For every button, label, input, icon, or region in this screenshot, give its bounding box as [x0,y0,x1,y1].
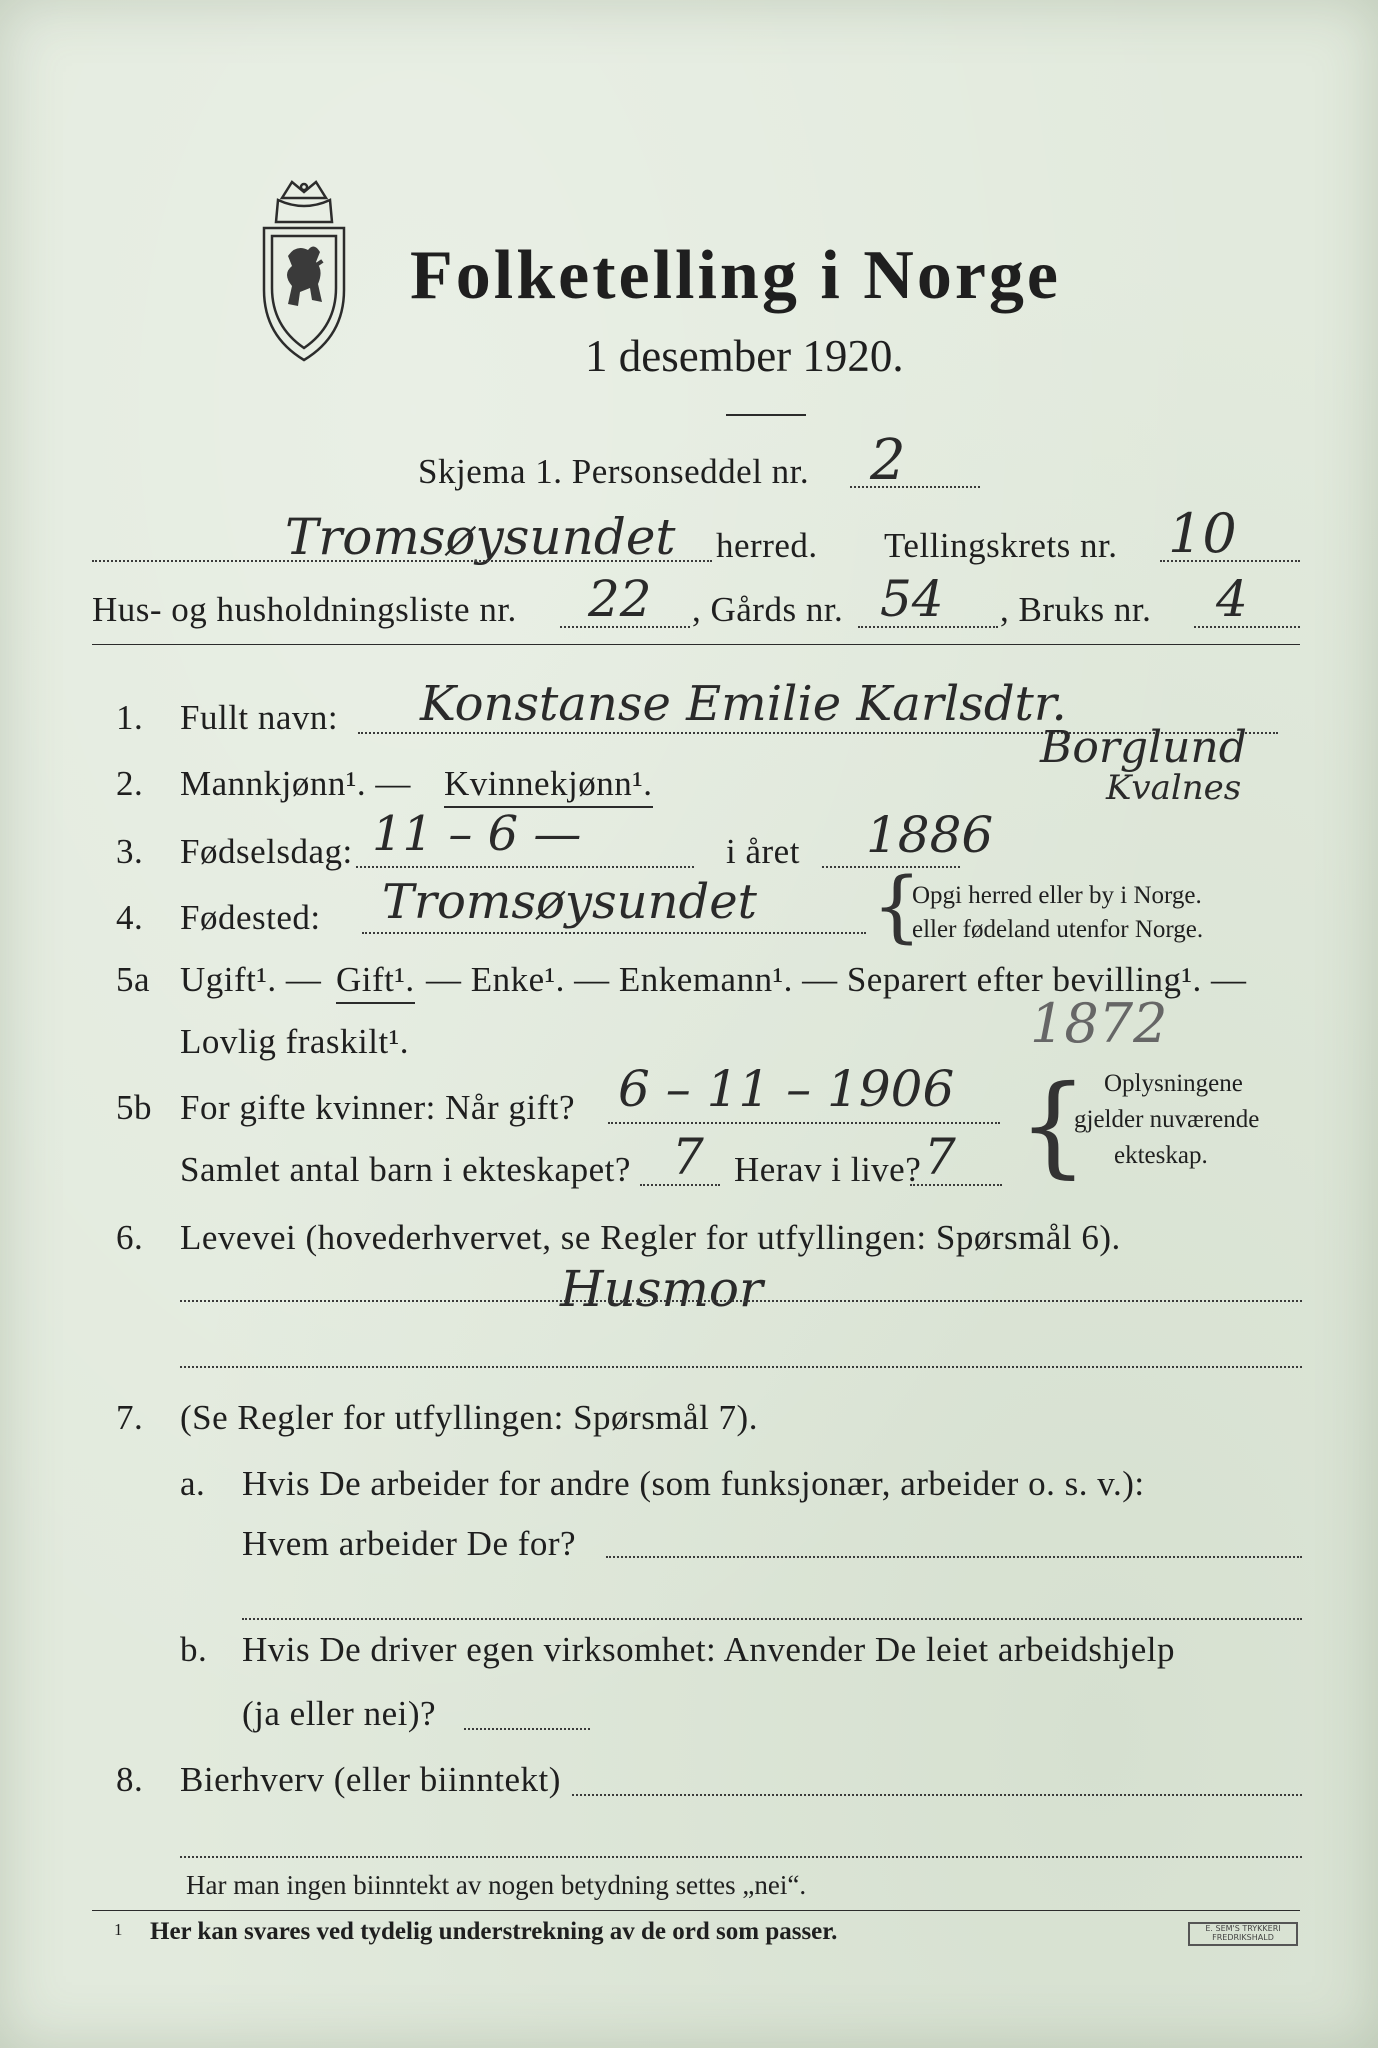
q2-number: 2. [116,764,144,803]
q4-number: 4. [116,898,144,937]
bruks-value: 4 [1216,570,1248,628]
schema-field-line [850,486,980,488]
full-name-extra-1: Borglund [1040,722,1247,773]
herred-value: Tromsøysundet [285,508,676,566]
marriage-note-1: Oplysningene [1104,1070,1243,1097]
q7-label: (Se Regler for utfyllingen: Spørsmål 7). [180,1398,758,1437]
q5b-number: 5b [116,1088,152,1127]
header-separator [92,644,1300,645]
married-date-field-line [608,1122,1000,1124]
form-title: Folketelling i Norge [410,237,1062,314]
q8-number: 8. [116,1760,144,1799]
employer-field-line-1 [606,1556,1302,1558]
bruks-label: , Bruks nr. [1000,590,1152,629]
birthplace-note-1: Opgi herred eller by i Norge. [912,882,1202,909]
household-liste-value: 22 [588,570,652,628]
hired-help-field-line [464,1728,590,1730]
q6-number: 6. [116,1218,144,1257]
footer-separator [92,1910,1300,1911]
birthdate-value: 11 – 6 — [372,806,582,862]
q8-label: Bierhverv (eller biinntekt) [180,1760,561,1799]
coat-of-arms-icon [252,178,356,364]
alive-label: Herav i live? [734,1150,922,1189]
title-divider [726,414,806,416]
q3-year-label: i året [726,832,800,871]
full-name-value: Konstanse Emilie Karlsdtr. [420,676,1067,732]
q7-number: 7. [116,1398,144,1437]
q3-label: Fødselsdag: [180,832,353,871]
birthplace-note-2: eller fødeland utenfor Norge. [912,916,1204,943]
q5b-label: For gifte kvinner: Når gift? [180,1088,576,1127]
birthplace-note-brace: { [872,862,922,952]
birthdate-field-line [356,866,694,868]
children-label: Samlet antal barn i ekteskapet? [180,1150,631,1189]
q1-number: 1. [116,698,144,737]
q6-label: Levevei (hovederhvervet, se Regler for utfyllingen: Spørsmål 6). [180,1218,1121,1257]
q4-label: Fødested: [180,898,321,937]
footnote-number: 1 [114,1920,123,1939]
tellingskrets-label: Tellingskrets nr. [884,526,1118,565]
q7a-line-1: Hvis De arbeider for andre (som funksjonær, arbeider o. s. v.): [242,1464,1145,1503]
q5a-line2: Lovlig fraskilt¹. [180,1022,409,1061]
footnote-text: Her kan svares ved tydelig understrekning av de ord som passer. [150,1918,838,1945]
side-income-field-line-2 [180,1856,1302,1858]
footer-note: Har man ingen biinntekt av nogen betydning settes „nei“. [186,1870,807,1900]
form-date: 1 desember 1920. [585,331,904,381]
gards-field-line [858,626,998,628]
alive-field-line [910,1184,1002,1186]
q7b-line-1: Hvis De driver egen virksomhet: Anvender De leiet arbeidshjelp [242,1630,1175,1669]
occupation-field-line-2 [180,1366,1302,1368]
q7a-number: a. [180,1464,206,1503]
schema-label: Skjema 1. Personseddel nr. [418,452,810,491]
tellingskrets-field-line [1160,560,1300,562]
q2-female-label: Kvinnekjønn¹. [444,764,653,808]
occupation-value: Husmor [560,1260,763,1318]
side-income-field-line-1 [572,1794,1302,1796]
herred-label: herred. [716,526,818,565]
birthplace-value: Tromsøysundet [382,874,757,930]
q7b-number: b. [180,1630,208,1669]
schema-value: 2 [870,428,906,493]
tellingskrets-value: 10 [1168,502,1237,565]
q5a-rest-label: — Enke¹. — Enkemann¹. — Separert efter bevilling¹. — [426,960,1247,999]
household-liste-field-line [560,626,690,628]
employer-field-line-2 [242,1618,1302,1620]
q1-label: Fullt navn: [180,698,339,737]
birth-year-value: 1886 [866,806,994,864]
q2-male-label: Mannkjønn¹. — [180,764,411,803]
herred-field-line [92,560,712,562]
occupation-field-line-1 [180,1300,1302,1302]
full-name-extra-2: Kvalnes [1106,768,1242,808]
printer-stamp: E. SEM'S TRYKKERI FREDRIKSHALD [1188,1922,1298,1946]
q5a-number: 5a [116,960,151,999]
q3-number: 3. [116,832,144,871]
children-value: 7 [672,1128,704,1186]
alive-value: 7 [924,1128,956,1186]
marriage-note-3: ekteskap. [1114,1142,1208,1169]
gards-value: 54 [880,570,944,628]
q5a-gift-label: Gift¹. [336,960,415,1004]
q5a-margin-note: 1872 [1030,992,1168,1055]
marriage-note-2: gjelder nuværende [1074,1106,1260,1133]
married-date-value: 6 – 11 – 1906 [618,1060,955,1118]
q7b-line-2: (ja eller nei)? [242,1694,437,1733]
marriage-note-brace: { [1018,1061,1088,1189]
birthplace-field-line [362,932,866,934]
gards-label: , Gårds nr. [692,590,844,629]
children-field-line [640,1184,720,1186]
q5a-ugift-label: Ugift¹. — [180,960,322,999]
bruks-field-line [1194,626,1300,628]
q7a-line-2: Hvem arbeider De for? [242,1524,577,1563]
household-liste-label: Hus- og husholdningsliste nr. [92,590,517,629]
